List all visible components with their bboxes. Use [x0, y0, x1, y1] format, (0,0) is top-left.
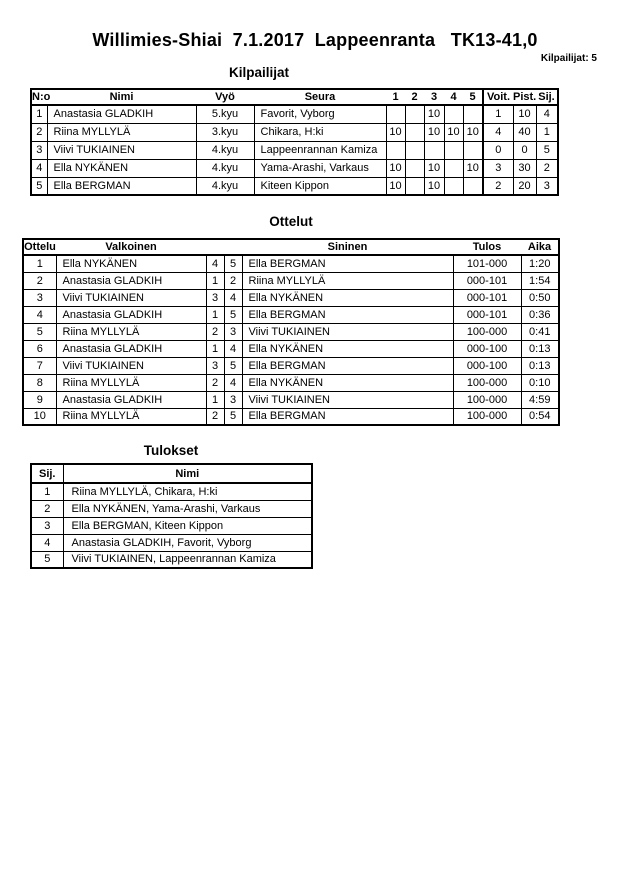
- table-cell: 2: [224, 272, 242, 289]
- ottelut-table-body: [23, 255, 559, 425]
- table-cell: 4: [536, 105, 558, 123]
- table-cell: 3: [206, 289, 224, 306]
- table-cell: 4: [206, 255, 224, 272]
- table-cell: 10: [513, 105, 536, 123]
- table-row: [31, 500, 312, 517]
- table-cell: [405, 123, 424, 141]
- table-cell: 1:54: [521, 272, 559, 289]
- table-cell: Ella NYKÄNEN: [242, 340, 453, 357]
- table-cell: 4: [31, 159, 47, 177]
- table-cell: [386, 105, 405, 123]
- column-header-1: 1: [386, 89, 405, 105]
- table-cell: Yama-Arashi, Varkaus: [254, 159, 386, 177]
- table-cell: 2: [31, 123, 47, 141]
- table-cell: [463, 141, 483, 159]
- table-cell: [444, 105, 463, 123]
- table-row: [31, 177, 558, 195]
- table-cell: Ella NYKÄNEN: [242, 374, 453, 391]
- table-cell: Riina MYLLYLÄ, Chikara, H:ki: [63, 483, 312, 500]
- table-cell: 1: [31, 105, 47, 123]
- column-header-4: 4: [444, 89, 463, 105]
- table-cell: 3: [31, 517, 63, 534]
- table-cell: 3: [224, 391, 242, 408]
- table-header-row: [31, 89, 558, 105]
- table-cell: 10: [424, 159, 444, 177]
- table-cell: 100-000: [453, 408, 521, 425]
- table-cell: [463, 105, 483, 123]
- table-cell: 0:50: [521, 289, 559, 306]
- table-cell: Kiteen Kippon: [254, 177, 386, 195]
- table-header-row: [23, 239, 559, 255]
- column-header-voit: Voit.: [483, 89, 513, 105]
- table-cell: 4: [31, 534, 63, 551]
- competitors-count: Kilpailijat: 5: [540, 53, 597, 64]
- table-cell: Ella BERGMAN: [242, 408, 453, 425]
- column-header-blue-number: [224, 239, 242, 255]
- table-cell: Lappeenrannan Kamiza: [254, 141, 386, 159]
- table-cell: 0:13: [521, 357, 559, 374]
- table-cell: 10: [424, 177, 444, 195]
- table-cell: Viivi TUKIAINEN: [242, 391, 453, 408]
- kilpailijat-table: [30, 88, 559, 196]
- table-cell: 20: [513, 177, 536, 195]
- table-cell: 0:41: [521, 323, 559, 340]
- table-cell: Anastasia GLADKIH: [56, 272, 206, 289]
- table-cell: 10: [463, 123, 483, 141]
- column-header-nimi: Nimi: [47, 89, 196, 105]
- table-cell: 5: [224, 306, 242, 323]
- table-cell: 1: [536, 123, 558, 141]
- table-cell: 30: [513, 159, 536, 177]
- table-cell: Riina MYLLYLÄ: [47, 123, 196, 141]
- table-cell: Anastasia GLADKIH: [56, 391, 206, 408]
- table-cell: 1: [206, 391, 224, 408]
- table-cell: [444, 159, 463, 177]
- table-cell: [405, 141, 424, 159]
- table-row: [23, 357, 559, 374]
- table-cell: Ella NYKÄNEN: [56, 255, 206, 272]
- table-row: [23, 255, 559, 272]
- table-cell: [463, 177, 483, 195]
- ottelut-table: [22, 238, 560, 426]
- table-cell: [405, 105, 424, 123]
- table-cell: 10: [386, 123, 405, 141]
- kilpailijat-heading: Kilpailijat: [228, 65, 290, 80]
- table-cell: Favorit, Vyborg: [254, 105, 386, 123]
- column-header-sij: Sij.: [31, 464, 63, 483]
- column-header-valkoinen: Valkoinen: [56, 239, 206, 255]
- table-cell: 2: [483, 177, 513, 195]
- table-cell: [386, 141, 405, 159]
- table-cell: Riina MYLLYLÄ: [56, 374, 206, 391]
- table-cell: 5: [224, 255, 242, 272]
- table-row: [23, 391, 559, 408]
- column-header-2: 2: [405, 89, 424, 105]
- table-cell: 0: [513, 141, 536, 159]
- table-row: [31, 159, 558, 177]
- column-header-5: 5: [463, 89, 483, 105]
- table-cell: Ella NYKÄNEN: [47, 159, 196, 177]
- table-cell: Chikara, H:ki: [254, 123, 386, 141]
- table-row: [31, 141, 558, 159]
- table-row: [31, 123, 558, 141]
- table-cell: 0:10: [521, 374, 559, 391]
- tulokset-table-body: [31, 483, 312, 568]
- table-cell: Viivi TUKIAINEN: [242, 323, 453, 340]
- column-header-sij: Sij.: [536, 89, 558, 105]
- table-cell: Viivi TUKIAINEN, Lappeenrannan Kamiza: [63, 551, 312, 568]
- table-cell: 1:20: [521, 255, 559, 272]
- table-cell: 5: [224, 408, 242, 425]
- table-cell: 10: [386, 159, 405, 177]
- tulokset-table: [30, 463, 313, 569]
- table-cell: [444, 141, 463, 159]
- table-cell: [405, 177, 424, 195]
- table-cell: Viivi TUKIAINEN: [47, 141, 196, 159]
- table-cell: Anastasia GLADKIH: [56, 306, 206, 323]
- table-cell: 7: [23, 357, 56, 374]
- table-cell: 000-100: [453, 357, 521, 374]
- table-cell: 4.kyu: [196, 141, 254, 159]
- table-cell: 10: [424, 105, 444, 123]
- table-row: [31, 105, 558, 123]
- column-header-nimi: Nimi: [63, 464, 312, 483]
- table-row: [31, 483, 312, 500]
- table-cell: 4: [23, 306, 56, 323]
- table-cell: 3: [206, 357, 224, 374]
- table-cell: Ella NYKÄNEN: [242, 289, 453, 306]
- table-cell: 5: [536, 141, 558, 159]
- table-row: [31, 551, 312, 568]
- table-cell: Ella BERGMAN: [47, 177, 196, 195]
- table-header-row: [31, 464, 312, 483]
- table-cell: 000-101: [453, 306, 521, 323]
- table-cell: Riina MYLLYLÄ: [242, 272, 453, 289]
- table-row: [31, 534, 312, 551]
- column-header-sininen: Sininen: [242, 239, 453, 255]
- table-cell: Riina MYLLYLÄ: [56, 323, 206, 340]
- table-row: [23, 408, 559, 425]
- table-cell: Ella BERGMAN: [242, 357, 453, 374]
- table-cell: 2: [536, 159, 558, 177]
- table-cell: 0: [483, 141, 513, 159]
- table-cell: 9: [23, 391, 56, 408]
- table-row: [23, 289, 559, 306]
- table-row: [23, 323, 559, 340]
- table-cell: [405, 159, 424, 177]
- table-cell: 000-101: [453, 289, 521, 306]
- table-cell: 100-000: [453, 374, 521, 391]
- table-cell: 3: [536, 177, 558, 195]
- column-header-no: N:o: [32, 91, 51, 103]
- table-row: [31, 517, 312, 534]
- table-cell: 4: [224, 340, 242, 357]
- table-cell: 4.kyu: [196, 159, 254, 177]
- table-cell: Anastasia GLADKIH, Favorit, Vyborg: [63, 534, 312, 551]
- table-cell: Ella BERGMAN: [242, 255, 453, 272]
- table-cell: 5.kyu: [196, 105, 254, 123]
- table-cell: Anastasia GLADKIH: [56, 340, 206, 357]
- table-cell: 2: [206, 374, 224, 391]
- table-cell: 3.kyu: [196, 123, 254, 141]
- table-cell: Riina MYLLYLÄ: [56, 408, 206, 425]
- table-cell: 4: [483, 123, 513, 141]
- table-cell: 10: [386, 177, 405, 195]
- table-cell: Ella BERGMAN: [242, 306, 453, 323]
- table-cell: 6: [23, 340, 56, 357]
- table-row: [23, 306, 559, 323]
- table-cell: 5: [31, 177, 47, 195]
- table-cell: 1: [31, 483, 63, 500]
- table-cell: 0:54: [521, 408, 559, 425]
- table-row: [23, 340, 559, 357]
- table-cell: 1: [206, 272, 224, 289]
- kilpailijat-table-body: [31, 105, 558, 195]
- table-cell: 8: [23, 374, 56, 391]
- tulokset-heading: Tulokset: [143, 443, 199, 458]
- table-cell: 3: [23, 289, 56, 306]
- table-row: [23, 272, 559, 289]
- table-cell: 10: [444, 123, 463, 141]
- table-cell: 40: [513, 123, 536, 141]
- table-cell: 4: [224, 289, 242, 306]
- table-cell: 0:36: [521, 306, 559, 323]
- table-cell: 100-000: [453, 323, 521, 340]
- table-cell: 10: [463, 159, 483, 177]
- table-cell: Viivi TUKIAINEN: [56, 357, 206, 374]
- table-cell: 4:59: [521, 391, 559, 408]
- table-cell: Ella BERGMAN, Kiteen Kippon: [63, 517, 312, 534]
- table-cell: Anastasia GLADKIH: [47, 105, 196, 123]
- table-cell: 2: [23, 272, 56, 289]
- table-cell: Ella NYKÄNEN, Yama-Arashi, Varkaus: [63, 500, 312, 517]
- table-cell: 5: [23, 323, 56, 340]
- table-cell: 2: [31, 500, 63, 517]
- table-cell: 1: [206, 340, 224, 357]
- table-cell: 4.kyu: [196, 177, 254, 195]
- table-cell: 1: [483, 105, 513, 123]
- table-cell: 3: [483, 159, 513, 177]
- column-header-white-number: [206, 239, 224, 255]
- table-cell: Viivi TUKIAINEN: [56, 289, 206, 306]
- table-cell: 4: [224, 374, 242, 391]
- table-cell: 100-000: [453, 391, 521, 408]
- table-cell: 000-100: [453, 340, 521, 357]
- table-cell: 2: [206, 323, 224, 340]
- table-cell: [424, 141, 444, 159]
- table-cell: 3: [31, 141, 47, 159]
- table-cell: 5: [224, 357, 242, 374]
- ottelut-heading: Ottelut: [269, 214, 313, 229]
- column-header-vyo: Vyö: [196, 89, 254, 105]
- table-cell: 000-101: [453, 272, 521, 289]
- table-row: [23, 374, 559, 391]
- column-header-aika: Aika: [521, 239, 559, 255]
- table-cell: [444, 177, 463, 195]
- table-cell: 10: [23, 408, 56, 425]
- table-cell: 2: [206, 408, 224, 425]
- column-header-ottelu: Ottelu: [24, 241, 56, 253]
- table-cell: 101-000: [453, 255, 521, 272]
- table-cell: 0:13: [521, 340, 559, 357]
- table-cell: 1: [206, 306, 224, 323]
- column-header-tulos: Tulos: [453, 239, 521, 255]
- column-header-seura: Seura: [254, 89, 386, 105]
- table-cell: 10: [424, 123, 444, 141]
- column-header-3: 3: [424, 89, 444, 105]
- table-cell: 1: [23, 255, 56, 272]
- table-cell: 3: [224, 323, 242, 340]
- page-title: Willimies-Shiai 7.1.2017 Lappeenranta TK13-41,0: [92, 30, 538, 50]
- column-header-pist: Pist.: [513, 91, 537, 103]
- table-cell: 5: [31, 551, 63, 568]
